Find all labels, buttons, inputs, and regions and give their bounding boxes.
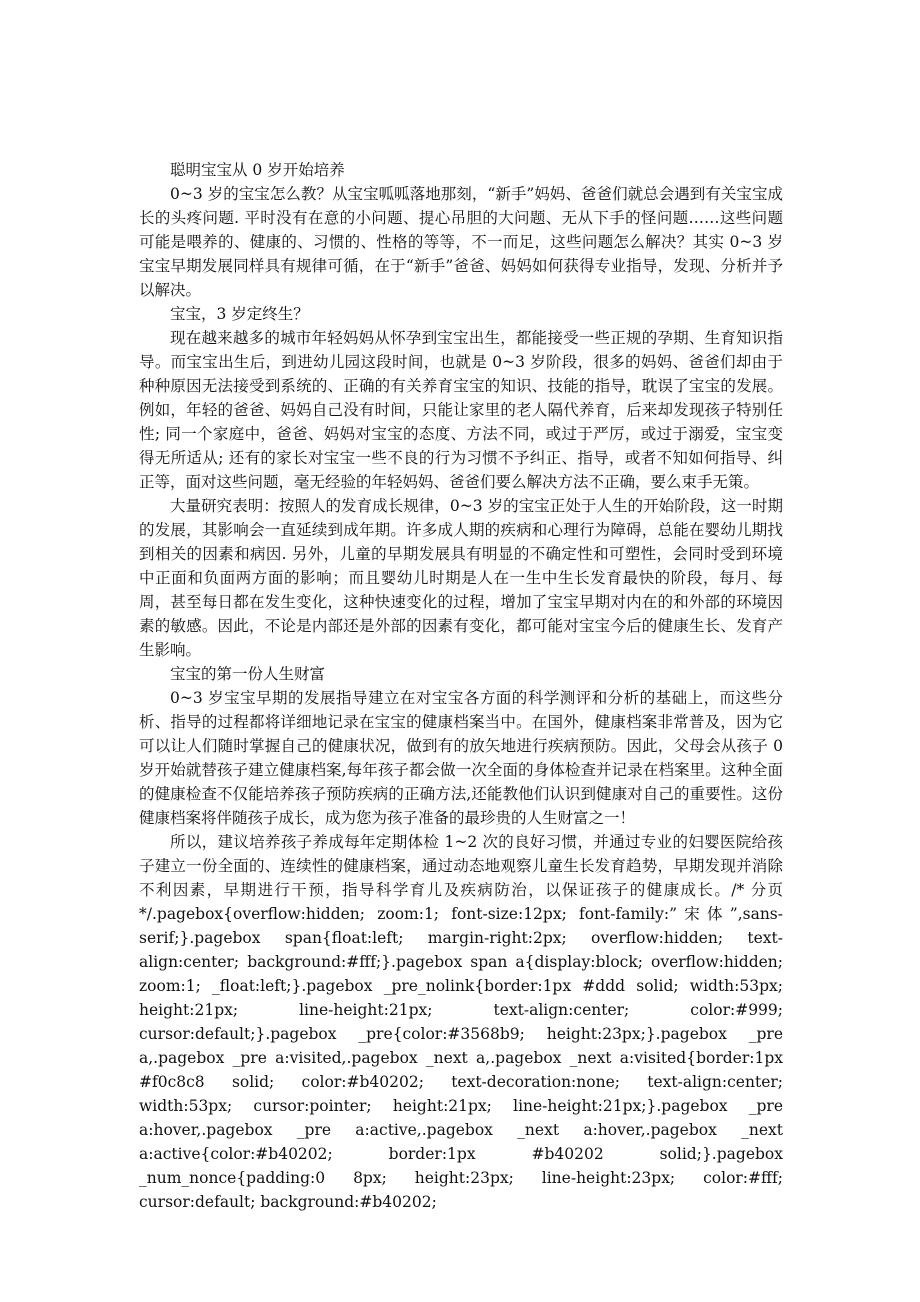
section-heading-three-years: 宝宝，3 岁定终生？ <box>170 305 309 323</box>
body-paragraph-parents: 现在越来越多的城市年轻妈妈从怀孕到宝宝出生，都能接受一些正规的孕期、生育知识指导。而宝宝出生后，到进幼儿园这段时间，也就是 0~3 岁阶段，很多的妈妈、爸爸们却由于种种原因无法接受到系统的、正确的有关养育宝宝的知识、技能的指导，耽误了宝宝的发展。例如，年轻的爸爸、妈妈自己没有时间，只能让家里的老人隔代养育，后来却发现孩子特别任性; 同一个家庭中，爸爸、妈妈对宝宝的态度、方法不同，或过于严厉，或过于溺爱，宝宝变得无所适从; 还有的家长对宝宝一些不良的行为习惯不予纠正、指导，或者不知如何指导、纠正等，面对这些问题，毫无经验的年轻妈妈、爸爸们要么解决方法不正确，要么束手无策。 <box>139 329 783 491</box>
body-paragraph-intro: 0~3 岁的宝宝怎么教？从宝宝呱呱落地那刻，“新手”妈妈、爸爸们就总会遇到有关宝宝成长的头疼问题. 平时没有在意的小问题、提心吊胆的大问题、无从下手的怪问题……这些问题可能是喂养的、健康的、习惯的、性格的等等，不一而足，这些问题怎么解决？其实 0~3 岁宝宝早期发展同样具有规律可循，在于“新手”爸爸、妈妈如何获得专业指导，发现、分析并予以解决。 <box>139 185 783 299</box>
body-paragraph-health-record: 0~3 岁宝宝早期的发展指导建立在对宝宝各方面的科学测评和分析的基础上，而这些分析、指导的过程都将详细地记录在宝宝的健康档案当中。在国外，健康档案非常普及，因为它可以让人们随时掌握自己的健康状况，做到有的放矢地进行疾病预防。因此，父母会从孩子 0 岁开始就替孩子建立健康档案,每年孩子都会做一次全面的身体检查并记录在档案里。这种全面的健康检查不仅能培养孩子预防疾病的正确方法,还能教他们认识到健康对自己的重要性。这份健康档案将伴随孩子成长，成为您为孩子准备的最珍贵的人生财富之一！ <box>139 689 783 827</box>
section-heading-first-wealth: 宝宝的第一份人生财富 <box>170 665 326 683</box>
section-heading-title: 聪明宝宝从 0 岁开始培养 <box>170 161 345 179</box>
document-page <box>139 158 783 1214</box>
body-paragraph-research: 大量研究表明：按照人的发育成长规律，0~3 岁的宝宝正处于人生的开始阶段，这一时期的发展，其影响会一直延续到成年期。许多成人期的疾病和心理行为障碍，总能在婴幼儿期找到相关的因素和病因. 另外，儿童的早期发展具有明显的不确定性和可塑性，会同时受到环境中正面和负面两方面的影响；而且婴幼儿时期是人在一生中生长发育最快的阶段，每月、每周，甚至每日都在发生变化，这种快速变化的过程，增加了宝宝早期对内在的和外部的环境因素的敏感。因此，不论是内部还是外部的因素有变化，都可能对宝宝今后的健康生长、发育产生影响。 <box>139 497 783 659</box>
body-paragraph-checkup: 所以，建议培养孩子养成每年定期体检 1~2 次的良好习惯，并通过专业的妇婴医院给孩子建立一份全面的、连续性的健康档案，通过动态地观察儿童生长发育趋势，早期发现并消除不利因素，早期进行干预，指导科学育儿及疾病防治，以保证孩子的健康成长。/* 分页 */.pagebox{overflow:hidden; zoom:1; font-size:12px; font-family:”宋体”,sans-serif;}.pagebox span{float:left; margin-right:2px; overflow:hidden; text-align:center; background:#fff;}.pagebox span a{display:block; overflow:hidden; zoom:1; _float:left;}.pagebox _pre_nolink{border:1px #ddd solid; width:53px; height:21px; line-height:21px; text-align:center; color:#999; cursor:default;}.pagebox _pre{color:#3568b9; height:23px;}.pagebox _pre a,.pagebox _pre a:visited,.pagebox _next a,.pagebox _next a:visited{border:1px #f0c8c8 solid; color:#b40202; text-decoration:none; text-align:center; width:53px; cursor:pointer; height:21px; line-height:21px;}.pagebox _pre a:hover,.pagebox _pre a:active,.pagebox _next a:hover,.pagebox _next a:active{color:#b40202; border:1px #b40202 solid;}.pagebox _num_nonce{padding:0 8px; height:23px; line-height:23px; color:#fff; cursor:default; background:#b40202; <box>139 833 783 1211</box>
